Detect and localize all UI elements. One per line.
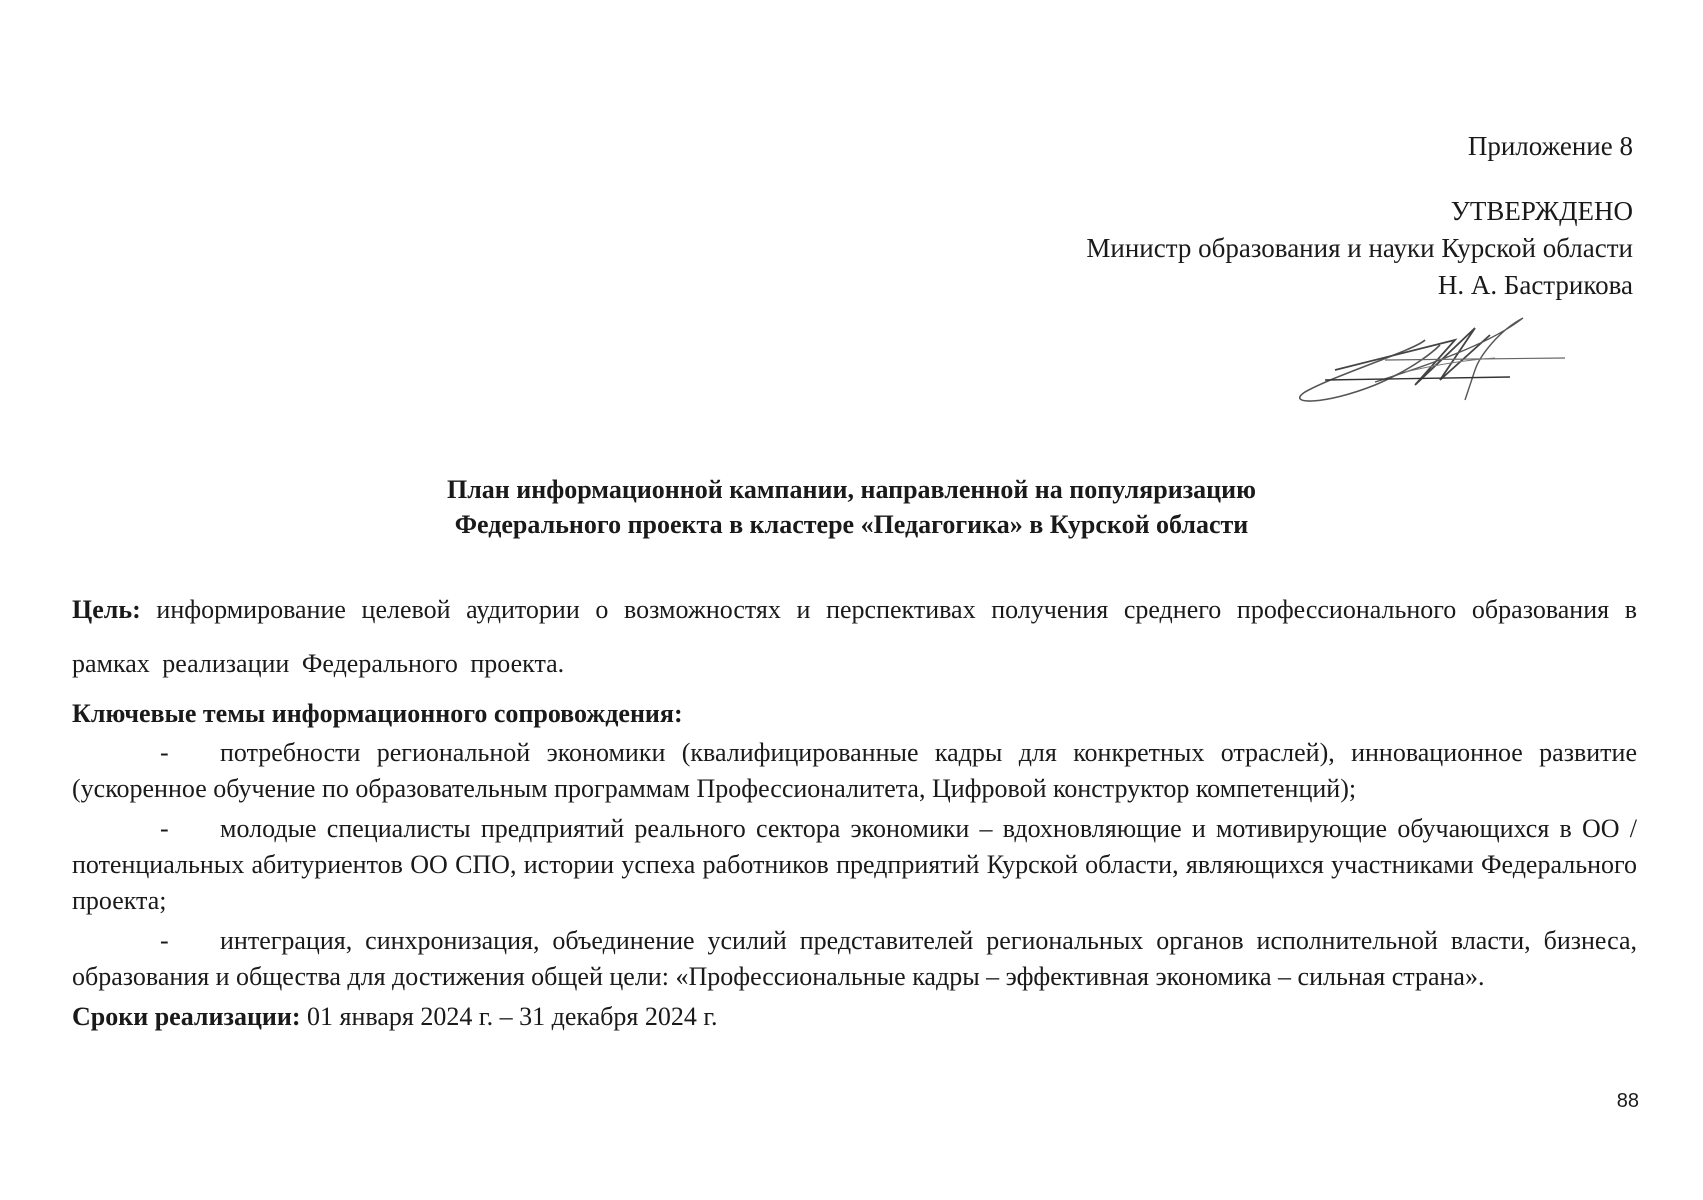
goal-label: Цель: [72,595,141,624]
approver-name: Н. А. Бастрикова [1437,270,1633,300]
approval-block [1086,128,1633,304]
approver-position: Министр образования и науки Курской области [1086,233,1633,263]
topic-dash: - [160,738,169,767]
page-number: 88 [1616,1090,1639,1112]
topic-text: потребности региональной экономики (квалифицированные кадры для конкретных отраслей), инновационное развитие (ускоренное обучение по образовательным программам Профессионалитета, Цифровой конструктор компетенций); [72,738,1637,803]
goal-text: информирование целевой аудитории о возможностях и перспективах получения среднего профессионального образования в рамках реализации Федерального проекта. [72,595,1638,678]
topics-heading: Ключевые темы информационного сопровождения: [72,699,683,728]
dates-paragraph [72,999,1637,1035]
approved-label: УТВЕРЖДЕНО [1450,196,1633,226]
topic-dash: - [160,814,169,843]
topic-item [72,923,1637,995]
topic-text: интеграция, синхронизация, объединение усилий представителей региональных органов исполнительной власти, бизнеса, образования и общества для достижения общей цели: «Профессиональные кадры – эффективная экономика – сильная страна». [72,926,1637,991]
document-title [0,472,1703,542]
signature-icon [1265,310,1665,420]
topic-dash: - [160,926,169,955]
goal-paragraph [72,583,1637,691]
dates-text: 01 января 2024 г. – 31 декабря 2024 г. [307,1002,718,1031]
topic-item [72,735,1637,807]
topic-item [72,811,1637,919]
dates-label: Сроки реализации: [72,1002,301,1031]
title-line-2: Федерального проекта в кластере «Педагогика» в Курской области [454,510,1249,539]
topic-text: молодые специалисты предприятий реального сектора экономики – вдохновляющие и мотивирующие обучающихся в ОО / потенциальных абитуриентов ОО СПО, истории успеха работников предприятий Курской области, являющихся участниками Федерального проекта; [72,814,1637,915]
document-body [72,583,1637,1035]
title-line-1: План информационной кампании, направленной на популяризацию [447,475,1256,504]
annex-label: Приложение 8 [1467,131,1633,161]
